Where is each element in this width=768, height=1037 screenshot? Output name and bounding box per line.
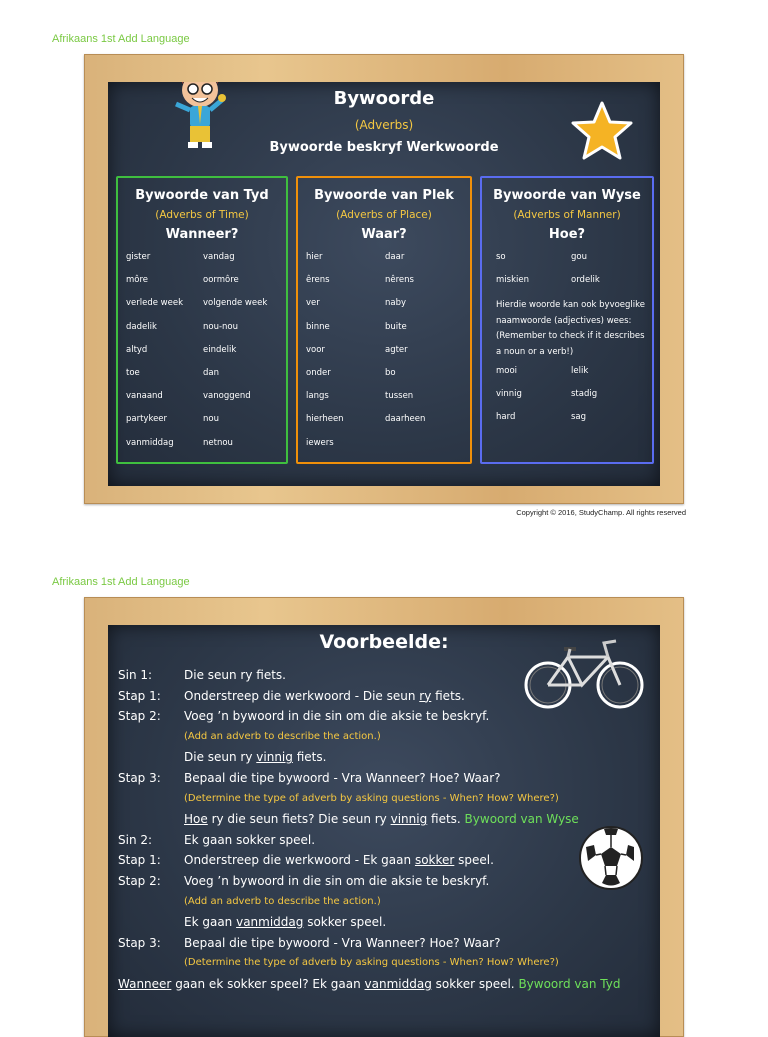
column-place	[296, 176, 472, 464]
underlined-word: Wanneer	[118, 976, 172, 991]
adverb-word: voor	[306, 344, 325, 355]
adverb-word: miskien	[496, 275, 529, 286]
example-line	[118, 727, 650, 748]
adverb-word: iewers	[306, 437, 334, 448]
adverb-word: stadig	[571, 389, 598, 400]
page-header: Afrikaans 1st Add Language	[52, 33, 190, 45]
example-line	[118, 953, 650, 974]
adverb-word: nêrens	[385, 275, 414, 286]
text-fragment: fiets.	[292, 750, 327, 765]
text-fragment: (Add an adverb to describe the action.)	[184, 895, 381, 907]
example-line	[118, 747, 650, 768]
adverb-word: naby	[385, 298, 407, 309]
adverb-word: daarheen	[385, 414, 426, 425]
column-subtitle: (Adverbs of Time)	[155, 209, 249, 221]
step-text	[184, 953, 559, 973]
adverb-word: vinnig	[496, 389, 522, 400]
adverb-word: tussen	[385, 391, 414, 402]
example-lines	[118, 665, 650, 995]
adverb-word: partykeer	[126, 414, 168, 425]
step-text	[184, 850, 494, 870]
step-label: Stap 2:	[118, 709, 161, 724]
adverb-word: sag	[571, 412, 587, 423]
adverb-word: toe	[126, 367, 140, 378]
column-note: Hierdie woorde kan ook byvoeglike naamwoorde (adjectives) wees: (Remember to check if it describes a noun or a verb!)	[496, 300, 645, 357]
adverb-word: binne	[306, 321, 330, 332]
column-time	[116, 176, 288, 464]
column-question: Hoe?	[548, 227, 586, 242]
step-label: Stap 1:	[118, 688, 161, 703]
step-label: Stap 3:	[118, 770, 161, 785]
column-subtitle: (Adverbs of Place)	[336, 209, 432, 221]
board-description: Bywoorde beskryf Werkwoorde	[269, 140, 499, 155]
column-question: Waar?	[361, 227, 407, 242]
text-fragment: ry die seun fiets? Die seun ry	[207, 812, 391, 827]
text-fragment: sokker speel.	[303, 915, 387, 930]
step-text	[184, 686, 465, 706]
example-line	[118, 706, 650, 727]
adverb-word: vanoggend	[203, 391, 251, 402]
adverb-word: vanmiddag	[126, 437, 174, 448]
chalkboard-frame	[84, 597, 684, 1037]
step-label: Sin 1:	[118, 668, 153, 682]
example-line	[118, 933, 650, 954]
adverb-word: bo	[385, 367, 396, 378]
step-text	[184, 665, 286, 685]
text-fragment: Ek gaan sokker speel.	[184, 832, 316, 847]
adverb-word: netnou	[203, 437, 233, 448]
text-fragment: Die seun ry fiets.	[184, 668, 286, 682]
adverb-word: ordelik	[571, 275, 600, 286]
chalkboard	[108, 625, 660, 1037]
underlined-word: vinnig	[256, 750, 293, 765]
adverb-word: langs	[306, 391, 329, 402]
page-header: Afrikaans 1st Add Language	[52, 576, 190, 588]
text-fragment: fiets.	[427, 812, 465, 827]
text-fragment: Onderstreep die werkwoord - Die seun	[184, 688, 420, 703]
text-fragment: (Determine the type of adverb by asking questions - When? How? Where?)	[184, 957, 559, 969]
chalkboard	[108, 82, 660, 486]
step-text	[118, 974, 620, 994]
step-text	[184, 727, 381, 747]
step-text	[184, 830, 315, 850]
adverb-word: onder	[306, 367, 331, 378]
column-title: Bywoorde van Wyse	[493, 188, 641, 203]
step-label: Stap 2:	[118, 873, 161, 888]
example-line	[118, 850, 650, 871]
adverb-word: so	[496, 252, 506, 262]
column-title: Bywoorde van Plek	[314, 188, 454, 203]
adverb-type-label: Bywoord van Wyse	[464, 812, 579, 827]
column-manner	[480, 176, 654, 464]
underlined-word: vinnig	[390, 812, 428, 827]
adverb-word: oormôre	[203, 275, 239, 286]
board-subtitle: (Adverbs)	[354, 118, 414, 132]
word-list	[496, 250, 646, 296]
text-fragment: Voeg ’n bywoord in die sin om die aksie te beskryf.	[184, 873, 490, 888]
word-list	[306, 250, 464, 459]
column-question: Wanneer?	[165, 227, 239, 242]
example-line	[118, 789, 650, 810]
example-line	[118, 768, 650, 789]
text-fragment: gaan ek sokker speel? Ek gaan	[171, 976, 365, 991]
step-text	[184, 912, 386, 932]
column-title: Bywoorde van Tyd	[135, 188, 269, 203]
text-fragment: fiets.	[431, 688, 465, 703]
board-title: Bywoorde	[333, 88, 435, 109]
step-label: Stap 3:	[118, 935, 161, 950]
adverb-word	[385, 436, 464, 459]
board-title: Voorbeelde:	[319, 631, 449, 653]
example-line	[118, 686, 650, 707]
underlined-word: vanmiddag	[364, 976, 432, 991]
adverb-word: volgende week	[203, 298, 268, 309]
adverb-word: eindelik	[203, 344, 237, 355]
adverb-word: hierheen	[306, 414, 344, 425]
step-text	[184, 789, 559, 809]
adverb-word: lelik	[571, 366, 589, 377]
adverb-word: nou	[203, 414, 219, 425]
column-subtitle: (Adverbs of Manner)	[513, 209, 621, 221]
example-line	[118, 892, 650, 913]
adverb-word: agter	[385, 344, 408, 355]
star-icon	[570, 100, 634, 160]
text-fragment: Ek gaan	[184, 915, 237, 930]
step-text	[184, 892, 381, 912]
adverb-word: gou	[571, 252, 587, 262]
adverb-word: vandag	[203, 252, 235, 262]
step-label: Sin 2:	[118, 832, 153, 847]
text-fragment: Bepaal die tipe bywoord - Vra Wanneer? Hoe? Waar?	[184, 935, 501, 950]
adverb-word: hard	[496, 412, 516, 423]
step-text	[184, 768, 501, 788]
adverb-word: altyd	[126, 344, 148, 355]
adverb-word: nou-nou	[203, 321, 239, 332]
text-fragment: Onderstreep die werkwoord - Ek gaan	[184, 853, 415, 868]
step-text	[184, 871, 489, 891]
word-list	[126, 250, 280, 459]
underlined-word: ry	[419, 688, 432, 703]
step-text	[184, 747, 326, 767]
adverb-word: verlede week	[126, 298, 184, 309]
text-fragment: Bepaal die tipe bywoord - Vra Wanneer? Hoe? Waar?	[184, 770, 501, 785]
step-text	[184, 809, 579, 829]
chalkboard-frame	[84, 54, 684, 504]
example-line	[118, 912, 650, 933]
adverb-word: daar	[385, 252, 405, 262]
adverb-word: dadelik	[126, 321, 157, 332]
example-line	[118, 830, 650, 851]
text-fragment: Voeg ’n bywoord in die sin om die aksie te beskryf.	[184, 709, 490, 724]
adverb-word: ver	[306, 298, 320, 309]
adverb-word: buite	[385, 321, 407, 332]
example-line	[118, 809, 650, 830]
adverb-word: êrens	[306, 275, 330, 286]
adverb-type-label: Bywoord van Tyd	[518, 976, 621, 991]
adverb-word: môre	[126, 275, 149, 286]
adverb-word: hier	[306, 252, 323, 262]
underlined-word: Hoe	[184, 812, 208, 827]
adverb-word: mooi	[496, 366, 518, 377]
adverb-word: gister	[126, 252, 151, 262]
step-text	[184, 706, 489, 726]
copyright: Copyright © 2016, StudyChamp. All rights reserved	[516, 508, 686, 517]
text-fragment: Die seun ry	[184, 750, 257, 765]
step-label: Stap 1:	[118, 853, 161, 868]
adverb-word: vanaand	[126, 391, 163, 402]
adverb-word: dan	[203, 367, 219, 378]
example-line	[118, 665, 650, 686]
text-fragment: sokker speel.	[431, 976, 519, 991]
step-text	[184, 933, 501, 953]
text-fragment: (Determine the type of adverb by asking questions - When? How? Where?)	[184, 792, 559, 804]
example-line	[118, 974, 650, 995]
text-fragment: speel.	[454, 853, 494, 868]
example-line	[118, 871, 650, 892]
underlined-word: vanmiddag	[236, 915, 304, 930]
text-fragment: (Add an adverb to describe the action.)	[184, 730, 381, 742]
underlined-word: sokker	[414, 853, 455, 868]
word-list	[496, 364, 646, 433]
